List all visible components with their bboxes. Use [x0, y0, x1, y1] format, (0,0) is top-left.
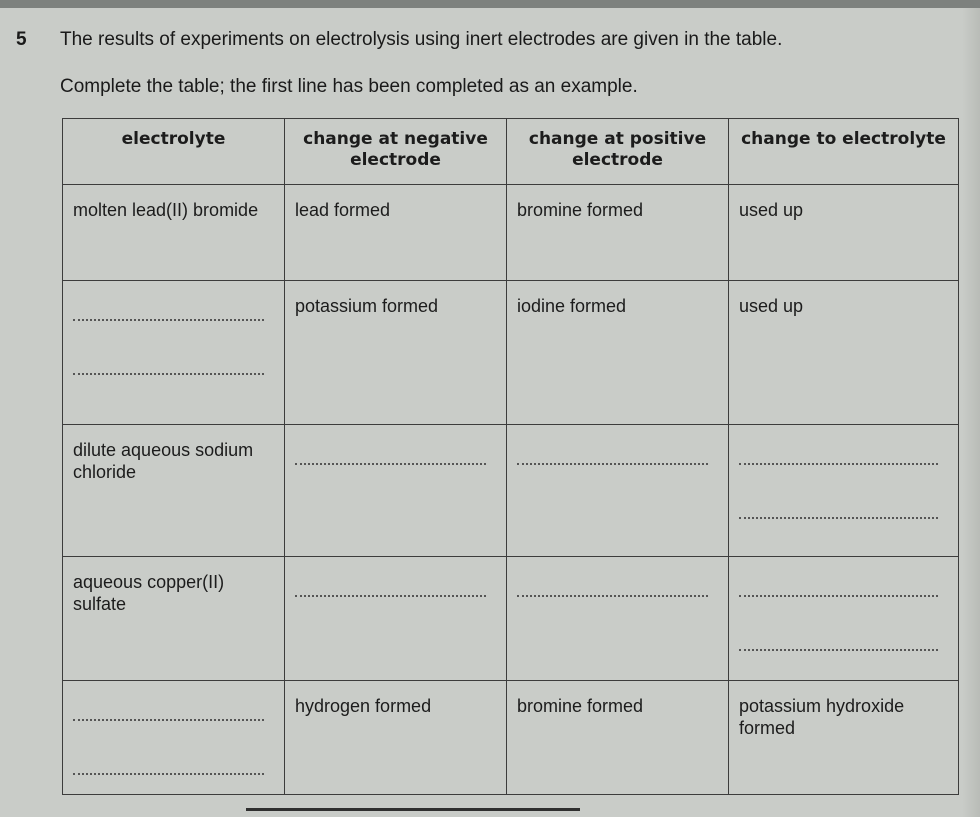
table-row	[63, 425, 959, 557]
cell-electrolyte	[63, 425, 285, 557]
cell-negative	[285, 281, 507, 425]
top-edge	[0, 0, 980, 8]
instruction-text: Complete the table; the first line has been completed as an example.	[60, 76, 638, 97]
bottom-underline	[246, 808, 580, 811]
header-negative-electrode: change at negative electrode	[285, 119, 507, 185]
cell-text: bromine formed	[517, 696, 644, 716]
cell-change	[729, 557, 959, 681]
cell-electrolyte	[63, 185, 285, 281]
header-electrolyte: electrolyte	[63, 119, 285, 185]
answer-blank[interactable]	[739, 461, 938, 465]
cell-electrolyte	[63, 281, 285, 425]
cell-positive	[507, 281, 729, 425]
cell-text: potassium hydroxide formed	[739, 696, 905, 738]
cell-text: hydrogen formed	[295, 696, 432, 716]
cell-text: aqueous copper(II) sulfate	[73, 572, 225, 614]
header-change-to-electrolyte: change to electrolyte	[729, 119, 959, 185]
answer-blank[interactable]	[517, 461, 708, 465]
cell-change	[729, 681, 959, 795]
page-edge-shadow	[962, 8, 980, 817]
cell-text: bromine formed	[517, 200, 644, 220]
cell-negative	[285, 557, 507, 681]
cell-positive	[507, 681, 729, 795]
question-number: 5	[16, 29, 27, 50]
cell-electrolyte	[63, 557, 285, 681]
table-row	[63, 557, 959, 681]
answer-blank[interactable]	[73, 717, 264, 721]
header-positive-electrode: change at positive electrode	[507, 119, 729, 185]
answer-blank[interactable]	[295, 461, 486, 465]
answer-blank[interactable]	[295, 593, 486, 597]
results-table	[62, 118, 959, 795]
question-text: The results of experiments on electrolysis using inert electrodes are given in the table.	[60, 29, 783, 50]
table-header-row	[63, 119, 959, 185]
cell-electrolyte	[63, 681, 285, 795]
cell-positive	[507, 185, 729, 281]
answer-blank[interactable]	[73, 771, 264, 775]
table-row	[63, 281, 959, 425]
cell-text: molten lead(II) bromide	[73, 200, 259, 220]
cell-negative	[285, 185, 507, 281]
cell-change	[729, 425, 959, 557]
cell-text: used up	[739, 200, 804, 220]
cell-text: used up	[739, 296, 804, 316]
answer-blank[interactable]	[739, 647, 938, 651]
answer-blank[interactable]	[73, 317, 264, 321]
cell-text: dilute aqueous sodium chloride	[73, 440, 254, 482]
cell-negative	[285, 425, 507, 557]
answer-blank[interactable]	[739, 515, 938, 519]
answer-blank[interactable]	[517, 593, 708, 597]
cell-text: iodine formed	[517, 296, 627, 316]
answer-blank[interactable]	[739, 593, 938, 597]
cell-text: lead formed	[295, 200, 391, 220]
answer-blank[interactable]	[73, 371, 264, 375]
cell-text: potassium formed	[295, 296, 439, 316]
cell-change	[729, 185, 959, 281]
cell-negative	[285, 681, 507, 795]
table-row	[63, 681, 959, 795]
cell-positive	[507, 425, 729, 557]
table-row	[63, 185, 959, 281]
cell-change	[729, 281, 959, 425]
cell-positive	[507, 557, 729, 681]
